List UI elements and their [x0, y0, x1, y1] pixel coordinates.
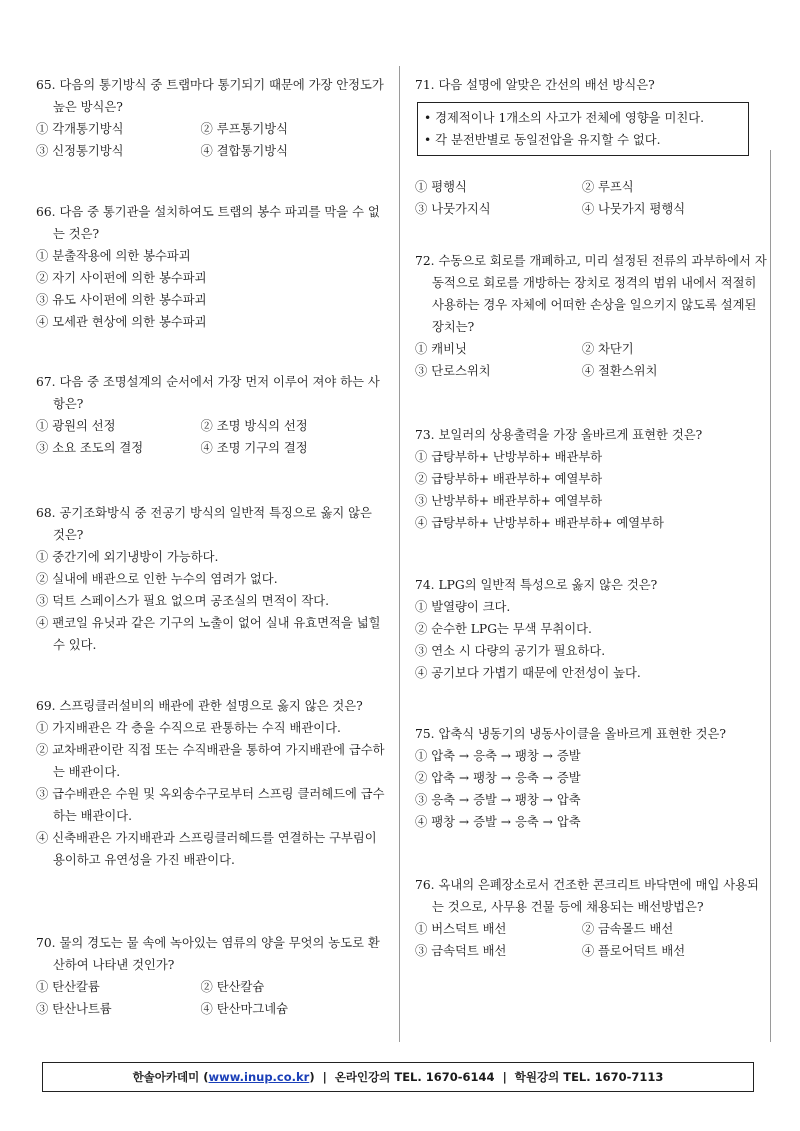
option-3[interactable]: ③ 급수배관은 수원 및 옥외송수구로부터 스프링 클러헤드에 급수하는 배관이다. [36, 787, 385, 823]
option-row [36, 140, 386, 162]
question-stem: 74. LPG의 일반적 특성으로 옳지 않은 것은? [415, 578, 658, 592]
option-row [415, 338, 770, 360]
option-list [36, 546, 386, 656]
question-stem: 68. 공기조화방식 중 전공기 방식의 일반적 특징으로 옳지 않은 것은? [36, 506, 372, 542]
option-2[interactable]: ② 순수한 LPG는 무색 무취이다. [415, 622, 592, 636]
spacer [415, 162, 770, 176]
question-stem: 75. 압축식 냉동기의 냉동사이클을 올바르게 표현한 것은? [415, 727, 726, 741]
option-3[interactable]: ③ 금속덕트 배선 [415, 944, 507, 958]
option-2[interactable]: ② 루프통기방식 [200, 122, 288, 136]
condition-item: • 각 분전반별로 동일전압을 유지할 수 없다. [424, 133, 661, 147]
option-list [415, 446, 770, 534]
option-row [415, 360, 770, 382]
option-row [36, 998, 386, 1020]
footer-brand: 한솔아카데미 [132, 1070, 200, 1084]
option-row [415, 918, 770, 940]
option-2[interactable]: ② 자기 사이펀에 의한 봉수파괴 [36, 271, 207, 285]
question-67 [36, 371, 386, 459]
option-row [36, 415, 386, 437]
option-list [36, 245, 386, 333]
option-3[interactable]: ③ 연소 시 다량의 공기가 필요하다. [415, 644, 606, 658]
option-row [36, 118, 386, 140]
option-4[interactable]: ④ 모세관 현상에 의한 봉수파괴 [36, 315, 207, 329]
option-row [415, 176, 770, 198]
option-list [36, 717, 386, 871]
question-stem: 76. 옥내의 은폐장소로서 건조한 콘크리트 바닥면에 매입 사용되는 것으로, 사무용 건물 등에 채용되는 배선방법은? [415, 878, 759, 914]
question-73 [415, 424, 770, 534]
question-stem: 73. 보일러의 상용출력을 가장 올바르게 표현한 것은? [415, 428, 703, 442]
question-stem: 67. 다음 중 조명설계의 순서에서 가장 먼저 이루어 져야 하는 사항은? [36, 375, 380, 411]
footer-online-phone: 온라인강의 TEL. 1670-6144 [334, 1070, 495, 1084]
option-2[interactable]: ② 실내에 배관으로 인한 누수의 염려가 없다. [36, 572, 278, 586]
option-4[interactable]: ④ 팬코일 유닛과 같은 기구의 노출이 없어 실내 유효면적을 넓힐 수 있다. [36, 616, 381, 652]
option-1[interactable]: ① 탄산칼륨 [36, 980, 100, 994]
option-4[interactable]: ④ 팽창 → 증발 → 응축 → 압축 [415, 815, 581, 829]
option-2[interactable]: ② 압축 → 팽창 → 응축 → 증발 [415, 771, 581, 785]
option-1[interactable]: ① 급탕부하+ 난방부하+ 배관부하 [415, 450, 603, 464]
question-stem: 65. 다음의 통기방식 중 트랩마다 통기되기 때문에 가장 안정도가 높은 방식은? [36, 78, 384, 114]
question-stem: 69. 스프링클러설비의 배관에 관한 설명으로 옳지 않은 것은? [36, 699, 363, 713]
question-75 [415, 723, 770, 833]
question-71 [415, 74, 770, 220]
option-2[interactable]: ② 탄산칼슘 [200, 980, 265, 994]
question-stem: 66. 다음 중 통기관을 설치하여도 트랩의 봉수 파괴를 막을 수 없는 것은? [36, 205, 380, 241]
footer-bar: 한솔아카데미 (www.inup.co.kr) | 온라인강의 TEL. 1670-6144 | 학원강의 TEL. 1670-7113 [42, 1062, 754, 1092]
option-2[interactable]: ② 교차배관이란 직접 또는 수직배관을 통하여 가지배관에 급수하는 배관이다. [36, 743, 385, 779]
option-3[interactable]: ③ 응축 → 증발 → 팽창 → 압축 [415, 793, 581, 807]
option-2[interactable]: ② 조명 방식의 선정 [200, 419, 308, 433]
footer-offline-phone: 학원강의 TEL. 1670-7113 [514, 1070, 664, 1084]
option-4[interactable]: ④ 절환스위치 [581, 364, 658, 378]
question-stem: 70. 물의 경도는 물 속에 녹아있는 염류의 양을 무엇의 농도로 환산하여 나타낸 것인가? [36, 936, 380, 972]
option-1[interactable]: ① 평행식 [415, 180, 467, 194]
option-row [415, 198, 770, 220]
option-1[interactable]: ① 버스덕트 배선 [415, 922, 507, 936]
column-divider [399, 66, 400, 1042]
option-list [415, 745, 770, 833]
condition-item: • 경제적이나 1개소의 사고가 전체에 영향을 미친다. [424, 111, 705, 125]
option-4[interactable]: ④ 급탕부하+ 난방부하+ 배관부하+ 예열부하 [415, 516, 664, 530]
option-2[interactable]: ② 급탕부하+ 배관부하+ 예열부하 [415, 472, 603, 486]
option-4[interactable]: ④ 결합통기방식 [200, 144, 288, 158]
option-4[interactable]: ④ 공기보다 가볍기 때문에 안전성이 높다. [415, 666, 641, 680]
option-row [415, 940, 770, 962]
footer-website-link[interactable]: www.inup.co.kr [208, 1070, 310, 1084]
option-2[interactable]: ② 루프식 [581, 180, 634, 194]
condition-box [417, 102, 749, 156]
right-margin-rule [770, 150, 771, 1042]
question-74 [415, 574, 770, 684]
option-3[interactable]: ③ 난방부하+ 배관부하+ 예열부하 [415, 494, 603, 508]
option-row [36, 976, 386, 998]
option-1[interactable]: ① 중간기에 외기냉방이 가능하다. [36, 550, 219, 564]
option-3[interactable]: ③ 덕트 스페이스가 필요 없으며 공조실의 면적이 작다. [36, 594, 330, 608]
question-72 [415, 250, 770, 382]
option-1[interactable]: ① 가지배관은 각 층을 수직으로 관통하는 수직 배관이다. [36, 721, 341, 735]
option-1[interactable]: ① 발열량이 크다. [415, 600, 511, 614]
question-stem: 71. 다음 설명에 알맞은 간선의 배선 방식은? [415, 78, 655, 92]
option-3[interactable]: ③ 탄산나트륨 [36, 1002, 112, 1016]
option-4[interactable]: ④ 신축배관은 가지배관과 스프링클러헤드를 연결하는 구부림이 용이하고 유연성을 가진 배관이다. [36, 831, 377, 867]
option-1[interactable]: ① 각개통기방식 [36, 122, 124, 136]
option-4[interactable]: ④ 나뭇가지 평행식 [581, 202, 686, 216]
option-2[interactable]: ② 금속몰드 배선 [581, 922, 674, 936]
question-65 [36, 74, 386, 162]
question-68 [36, 502, 386, 656]
option-3[interactable]: ③ 신정통기방식 [36, 144, 124, 158]
option-3[interactable]: ③ 단로스위치 [415, 364, 491, 378]
option-4[interactable]: ④ 탄산마그네슘 [200, 1002, 288, 1016]
question-66 [36, 201, 386, 333]
option-4[interactable]: ④ 조명 기구의 결정 [200, 441, 308, 455]
question-stem: 72. 수동으로 회로를 개폐하고, 미리 설정된 전류의 과부하에서 자동적으로 회로를 개방하는 장치로 정격의 범위 내에서 적절히 사용하는 경우 자체에 어떠한 손상을 일으키지 않도록 설계된 장치는? [415, 254, 767, 334]
question-70 [36, 932, 386, 1020]
option-1[interactable]: ① 광원의 선정 [36, 419, 116, 433]
option-3[interactable]: ③ 소요 조도의 결정 [36, 441, 144, 455]
question-76 [415, 874, 770, 962]
option-3[interactable]: ③ 나뭇가지식 [415, 202, 491, 216]
option-2[interactable]: ② 차단기 [581, 342, 634, 356]
option-4[interactable]: ④ 플로어덕트 배선 [581, 944, 686, 958]
option-1[interactable]: ① 압축 → 응축 → 팽창 → 증발 [415, 749, 581, 763]
option-1[interactable]: ① 캐비닛 [415, 342, 467, 356]
option-row [36, 437, 386, 459]
option-1[interactable]: ① 분출작용에 의한 봉수파괴 [36, 249, 191, 263]
question-69 [36, 695, 386, 871]
option-list [415, 596, 770, 684]
option-3[interactable]: ③ 유도 사이펀에 의한 봉수파괴 [36, 293, 207, 307]
